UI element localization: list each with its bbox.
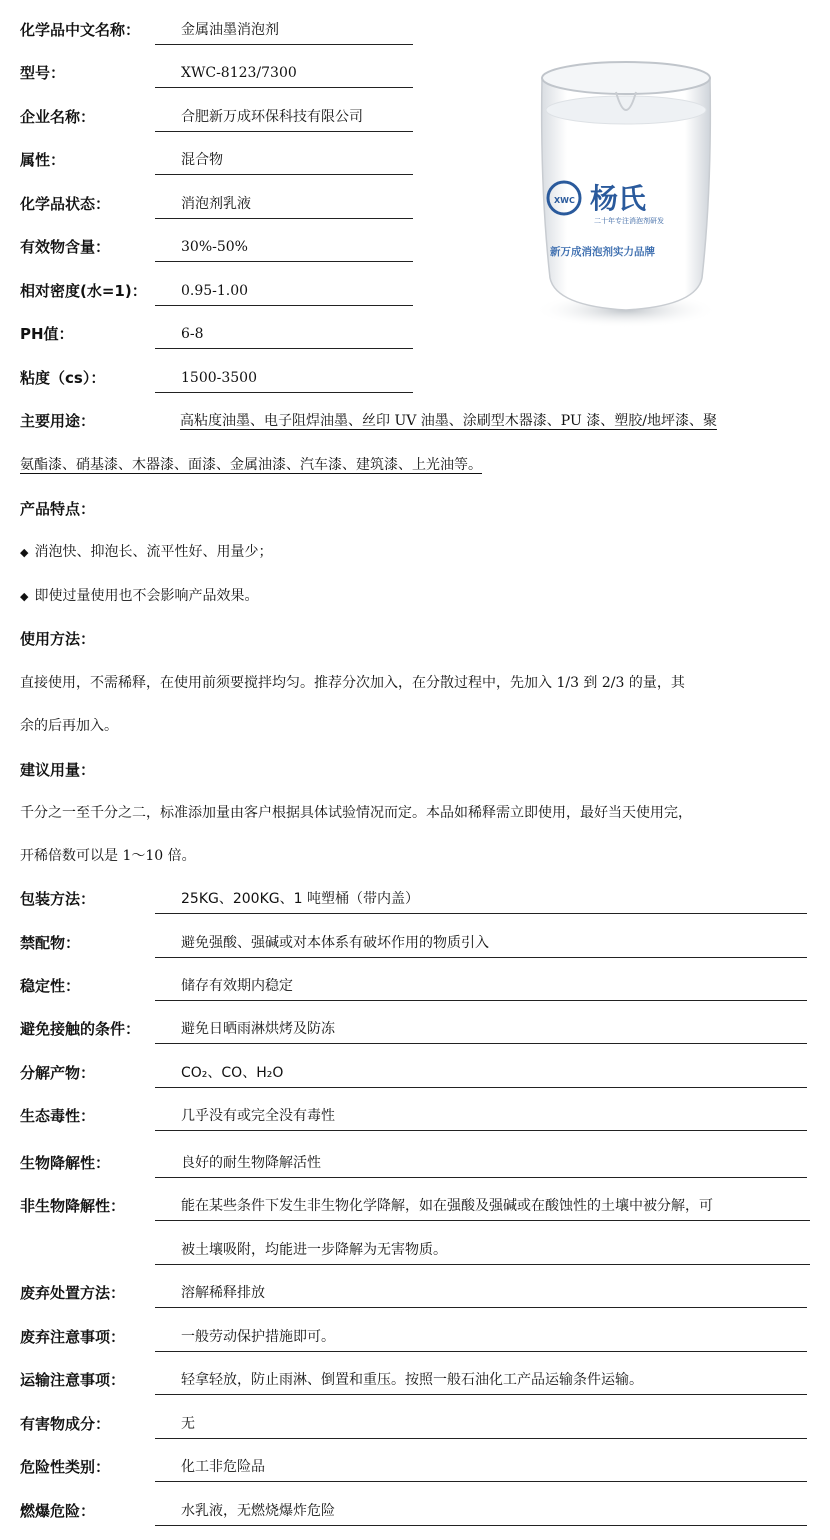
field-label: 包装方法：	[20, 890, 96, 908]
field-value: 避免日晒雨淋烘烤及防冻	[155, 1014, 807, 1044]
field-value: 水乳液，无燃烧爆炸危险	[155, 1496, 807, 1526]
field-label: 非生物降解性：	[20, 1197, 126, 1215]
field-label: 主要用途：	[20, 412, 96, 430]
field-label: 化学品状态：	[20, 195, 111, 213]
field-label: 稳定性：	[20, 977, 81, 995]
field-value: 合肥新万成环保科技有限公司	[155, 102, 413, 132]
field-label: 有害物成分：	[20, 1415, 111, 1433]
field-label: 有效物含量：	[20, 238, 111, 256]
field-value-continued: 被土壤吸附，均能进一步降解为无害物质。	[155, 1235, 810, 1265]
field-label: 粘度（cs）：	[20, 369, 106, 387]
field-label: 避免接触的条件：	[20, 1020, 141, 1038]
brand-slogan: 二十年专注消泡剂研发	[594, 217, 664, 225]
field-label: 型号：	[20, 64, 66, 82]
field-usage	[20, 406, 812, 436]
field-label: 废弃处置方法：	[20, 1284, 126, 1302]
field-label: 企业名称：	[20, 108, 96, 126]
field-value: 30%-50%	[155, 232, 413, 262]
usage-line-1: 高粘度油墨、电子阻焊油墨、丝印 UV 油墨、涂刷型木器漆、PU 漆、塑胶/地坪漆、聚	[180, 413, 717, 429]
field-label: 燃爆危险：	[20, 1502, 96, 1520]
field-value: 6-8	[155, 319, 413, 349]
field-value: 混合物	[155, 145, 413, 175]
usage-line-2: 氨酯漆、硝基漆、木器漆、面漆、金属油漆、汽车漆、建筑漆、上光油等。	[20, 457, 482, 473]
field-value: 0.95-1.00	[155, 276, 413, 306]
diamond-bullet-icon: ◆	[20, 590, 29, 603]
brand-tagline: 新万成消泡剂实力品牌	[550, 246, 655, 258]
field-value: 25KG、200KG、1 吨塑桶（带内盖）	[155, 884, 807, 914]
dosage-text: 千分之一至千分之二，标准添加量由客户根据具体试验情况而定。本品如稀释需立即使用，最好当天使用完， 开稀倍数可以是 1～10 倍。	[20, 805, 692, 864]
method-text: 直接使用，不需稀释，在使用前须要搅拌均匀。推荐分次加入，在分散过程中，先加入 1/3 到 2/3 的量，其 余的后再加入。	[20, 675, 685, 734]
field-value: 储存有效期内稳定	[155, 971, 807, 1001]
dosage-title: 建议用量：	[20, 761, 96, 779]
field-label: 属性：	[20, 151, 66, 169]
field-value: CO₂、CO、H₂O	[155, 1058, 807, 1088]
logo-text: XWC	[554, 196, 575, 205]
features-title: 产品特点：	[20, 500, 96, 518]
field-value: 能在某些条件下发生非生物化学降解，如在强酸及强碱或在酸蚀性的土壤中被分解，可	[155, 1191, 810, 1221]
usage-continuation	[20, 450, 482, 480]
method-title: 使用方法：	[20, 630, 96, 648]
field-label: 生态毒性：	[20, 1107, 96, 1125]
field-value: 消泡剂乳液	[155, 189, 413, 219]
field-label: 化学品中文名称：	[20, 21, 141, 39]
field-value: 几乎没有或完全没有毒性	[155, 1101, 807, 1131]
field-value: 良好的耐生物降解活性	[155, 1148, 807, 1178]
feature-item: ◆ 消泡快、抑泡长、流平性好、用量少；	[20, 544, 273, 560]
field-value: 避免强酸、强碱或对本体系有破坏作用的物质引入	[155, 928, 807, 958]
field-label: 生物降解性：	[20, 1154, 111, 1172]
field-label: 分解产物：	[20, 1064, 96, 1082]
field-value: 化工非危险品	[155, 1452, 807, 1482]
field-value: 轻拿轻放，防止雨淋、倒置和重压。按照一般石油化工产品运输条件运输。	[155, 1365, 807, 1395]
field-label: 相对密度(水=1)：	[20, 282, 147, 300]
field-label: 运输注意事项：	[20, 1371, 126, 1389]
field-value: 溶解稀释排放	[155, 1278, 807, 1308]
field-value: XWC-8123/7300	[155, 58, 413, 88]
field-label: 废弃注意事项：	[20, 1328, 126, 1346]
feature-item: ◆ 即使过量使用也不会影响产品效果。	[20, 588, 259, 604]
diamond-bullet-icon: ◆	[20, 546, 29, 559]
field-label: 禁配物：	[20, 934, 81, 952]
field-label: 危险性类别：	[20, 1458, 111, 1476]
field-value: 一般劳动保护措施即可。	[155, 1322, 807, 1352]
field-value: 金属油墨消泡剂	[155, 15, 413, 45]
product-beaker-image	[520, 48, 732, 338]
brand-name: 杨氏	[590, 182, 647, 215]
field-value: 无	[155, 1409, 807, 1439]
field-label: PH值：	[20, 325, 74, 343]
field-value: 1500-3500	[155, 363, 413, 393]
